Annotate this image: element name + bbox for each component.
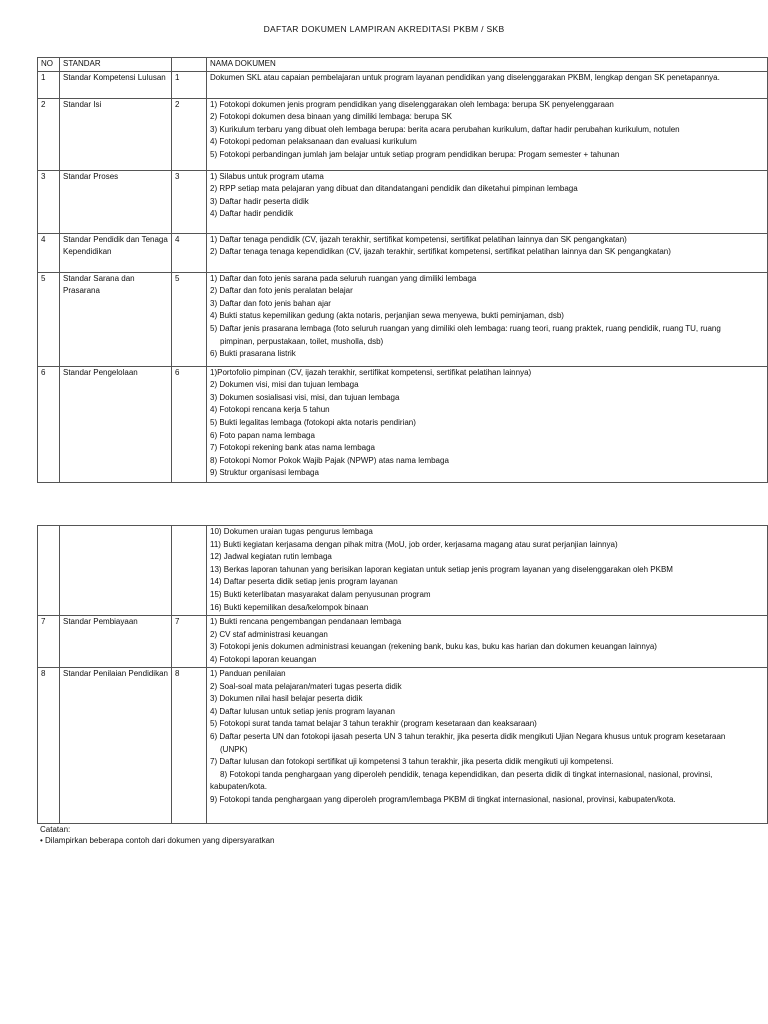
- row-item-number: 7: [172, 616, 207, 668]
- document-item: 2) Fotokopi dokumen desa binaan yang dimiliki lembaga: berupa SK: [210, 112, 452, 122]
- document-item: 8) Fotokopi Nomor Pokok Wajib Pajak (NPWP) atas nama lembaga: [210, 455, 449, 465]
- row-documents: [207, 233, 768, 272]
- row-number: 5: [38, 272, 60, 366]
- table-row: [38, 71, 768, 98]
- document-item: 1) Daftar tenaga pendidik (CV, ijazah terakhir, sertifikat kompetensi, sertifikat pelatihan lainnya dan SK pengangkatan): [210, 234, 627, 244]
- document-item: Dokumen SKL atau capaian pembelajaran untuk program layanan pendidikan yang diselenggarakan PKBM, lengkap dengan SK penetapannya.: [210, 72, 720, 82]
- document-item: 1) Daftar dan foto jenis sarana pada seluruh ruangan yang dimiliki lembaga: [210, 273, 477, 283]
- document-item: 4) Fotokopi pedoman pelaksanaan dan evaluasi kurikulum: [210, 137, 417, 147]
- document-title: DAFTAR DOKUMEN LAMPIRAN AKREDITASI PKBM / SKB: [263, 24, 505, 34]
- row-standar: Standar Isi: [60, 98, 172, 170]
- row-standar: Standar Sarana dan Prasarana: [60, 272, 172, 366]
- document-item: kabupaten/kota.: [210, 782, 267, 792]
- notes-label: Catatan:: [40, 825, 71, 834]
- document-item: 9) Fotokopi tanda penghargaan yang diperoleh program/lembaga PKBM di tingkat internasional, nasional, provinsi, kabupaten/kota.: [210, 794, 676, 804]
- row-item-number: [172, 526, 207, 616]
- document-item: 2) Dokumen visi, misi dan tujuan lembaga: [210, 380, 359, 390]
- row-documents: [207, 366, 768, 482]
- row-documents: [207, 616, 768, 668]
- document-item: 7) Daftar lulusan dan fotokopi sertifikat uji kompetensi 3 tahun terakhir, jika peserta didik mengikuti uji kompetensi.: [210, 757, 614, 767]
- notes-item: • Dilampirkan beberapa contoh dari dokumen yang dipersyaratkan: [40, 836, 275, 845]
- document-item: 5) Bukti legalitas lembaga (fotokopi akta notaris pendirian): [210, 417, 416, 427]
- document-item: 3) Daftar hadir peserta didik: [210, 196, 309, 206]
- row-number: 2: [38, 98, 60, 170]
- document-item: 3) Fotokopi jenis dokumen administrasi keuangan (rekening bank, buku kas, buku kas harian dan dokumen keuangan lainnya): [210, 642, 657, 652]
- row-documents: [207, 526, 768, 616]
- document-item: 4) Daftar lulusan untuk setiap jenis program layanan: [210, 706, 395, 716]
- row-number: 8: [38, 668, 60, 824]
- document-item: 6) Daftar peserta UN dan fotokopi ijasah peserta UN 3 tahun terakhir, jika peserta didik mengikuti Ujian Negara khusus untuk program kesetaraan: [210, 731, 726, 741]
- header-nama-dokumen: NAMA DOKUMEN: [207, 58, 768, 72]
- row-documents: [207, 71, 768, 98]
- document-item: 7) Fotokopi rekening bank atas nama lembaga: [210, 443, 375, 453]
- row-item-number: 8: [172, 668, 207, 824]
- row-standar: Standar Proses: [60, 170, 172, 233]
- document-item: 1) Panduan penilaian: [210, 669, 286, 678]
- document-item: 2) Daftar dan foto jenis peralatan belajar: [210, 286, 353, 296]
- document-item: 5) Daftar jenis prasarana lembaga (foto seluruh ruangan yang dimiliki oleh lembaga: ruang teori, ruang praktek, ruang pendidik, ruang TU, ruang: [210, 323, 721, 333]
- document-item: 4) Fotokopi laporan keuangan: [210, 654, 317, 664]
- document-item: 1)Portofolio pimpinan (CV, ijazah terakhir, sertifikat kompetensi, sertifikat pelatihan lainnya): [210, 367, 532, 377]
- document-item: 3) Dokumen nilai hasil belajar peserta didik: [210, 694, 363, 704]
- table-row: [38, 526, 768, 616]
- document-item: 16) Bukti kepemilikan desa/kelompok binaan: [210, 602, 369, 612]
- header-no: NO: [38, 58, 60, 72]
- table-row: [38, 98, 768, 170]
- document-item: pimpinan, perpustakaan, toilet, musholla, dsb): [220, 336, 384, 346]
- row-standar: Standar Kompetensi Lulusan: [60, 71, 172, 98]
- document-item: 11) Bukti kegiatan kerjasama dengan pihak mitra (MoU, job order, kerjasama magang atau surat perjanjian lainnya): [210, 539, 618, 549]
- document-item: 1) Silabus untuk program utama: [210, 171, 324, 181]
- document-item: 1) Fotokopi dokumen jenis program pendidikan yang diselenggarakan oleh lembaga: berupa SK penyelenggaraan: [210, 99, 614, 109]
- row-item-number: 3: [172, 170, 207, 233]
- document-item: (UNPK): [220, 744, 248, 754]
- row-documents: [207, 668, 768, 824]
- document-item: 4) Bukti status kepemilikan gedung (akta notaris, perjanjian sewa menyewa, bukti peminjaman, dsb): [210, 311, 564, 321]
- table-row: [38, 170, 768, 233]
- document-item: 6) Foto papan nama lembaga: [210, 430, 315, 440]
- table-row: [38, 272, 768, 366]
- document-item: 13) Berkas laporan tahunan yang berisikan laporan kegiatan untuk setiap jenis program layanan yang diselenggarakan oleh PKBM: [210, 564, 673, 574]
- document-item: 4) Fotokopi rencana kerja 5 tahun: [210, 405, 330, 415]
- row-documents: [207, 170, 768, 233]
- row-standar: Standar Pembiayaan: [60, 616, 172, 668]
- table-row: [38, 366, 768, 482]
- document-item: 14) Daftar peserta didik setiap jenis program layanan: [210, 577, 398, 587]
- notes-section: [40, 824, 275, 846]
- document-item: 6) Bukti prasarana listrik: [210, 349, 296, 359]
- row-standar: [60, 526, 172, 616]
- row-item-number: 6: [172, 366, 207, 482]
- document-item: 4) Daftar hadir pendidik: [210, 209, 294, 219]
- row-number: 4: [38, 233, 60, 272]
- row-number: 6: [38, 366, 60, 482]
- document-item: 1) Bukti rencana pengembangan pendanaan lembaga: [210, 617, 402, 626]
- document-item: 5) Fotokopi surat tanda tamat belajar 3 tahun terakhir (program kesetaraan dan keaksaraan): [210, 719, 537, 729]
- row-item-number: 2: [172, 98, 207, 170]
- document-item: 2) Soal-soal mata pelajaran/materi tugas peserta didik: [210, 681, 402, 691]
- row-number: [38, 526, 60, 616]
- row-standar: Standar Pendidik dan Tenaga Kependidikan: [60, 233, 172, 272]
- document-table-page-2: [37, 525, 768, 824]
- document-item: 15) Bukti keterlibatan masyarakat dalam penyusunan program: [210, 589, 431, 599]
- document-item: 3) Kurikulum terbaru yang dibuat oleh lembaga berupa: berita acara perubahan kurikulum, daftar hadir perubahan kurikulum, notulen: [210, 124, 680, 134]
- document-item: 9) Struktur organisasi lembaga: [210, 468, 319, 478]
- row-standar: Standar Penilaian Pendidikan: [60, 668, 172, 824]
- table-row: [38, 616, 768, 668]
- document-item: 10) Dokumen uraian tugas pengurus lembaga: [210, 527, 373, 536]
- document-item: 2) RPP setiap mata pelajaran yang dibuat dan ditandatangani pendidik dan diketahui pimpinan lembaga: [210, 184, 578, 194]
- row-documents: [207, 272, 768, 366]
- document-item: 3) Daftar dan foto jenis bahan ajar: [210, 298, 331, 308]
- row-item-number: 4: [172, 233, 207, 272]
- row-documents: [207, 98, 768, 170]
- row-number: 3: [38, 170, 60, 233]
- document-item: 2) CV staf administrasi keuangan: [210, 629, 328, 639]
- document-table-page-1: [37, 57, 768, 483]
- document-item: 3) Dokumen sosialisasi visi, misi, dan tujuan lembaga: [210, 392, 400, 402]
- table-header-row: [38, 58, 768, 72]
- row-number: 1: [38, 71, 60, 98]
- row-number: 7: [38, 616, 60, 668]
- document-item: 8) Fotokopi tanda penghargaan yang diperoleh pendidik, tenaga kependidikan, dan peserta didik di tingkat internasional, nasional, provinsi,: [220, 769, 713, 779]
- row-standar: Standar Pengelolaan: [60, 366, 172, 482]
- document-item: 2) Daftar tenaga tenaga kependidikan (CV, ijazah terakhir, sertifikat kompetensi, sertifikat pelatihan lainnya dan SK pengangkatan): [210, 247, 671, 257]
- document-item: 12) Jadwal kegiatan rutin lembaga: [210, 552, 332, 562]
- table-row: [38, 233, 768, 272]
- document-item: 5) Fotokopi perbandingan jumlah jam belajar untuk setiap program pendidikan berupa: Progam semester + tahunan: [210, 149, 620, 159]
- row-item-number: 5: [172, 272, 207, 366]
- header-standar: STANDAR: [60, 58, 172, 72]
- header-num: [172, 58, 207, 72]
- table-row: [38, 668, 768, 824]
- row-item-number: 1: [172, 71, 207, 98]
